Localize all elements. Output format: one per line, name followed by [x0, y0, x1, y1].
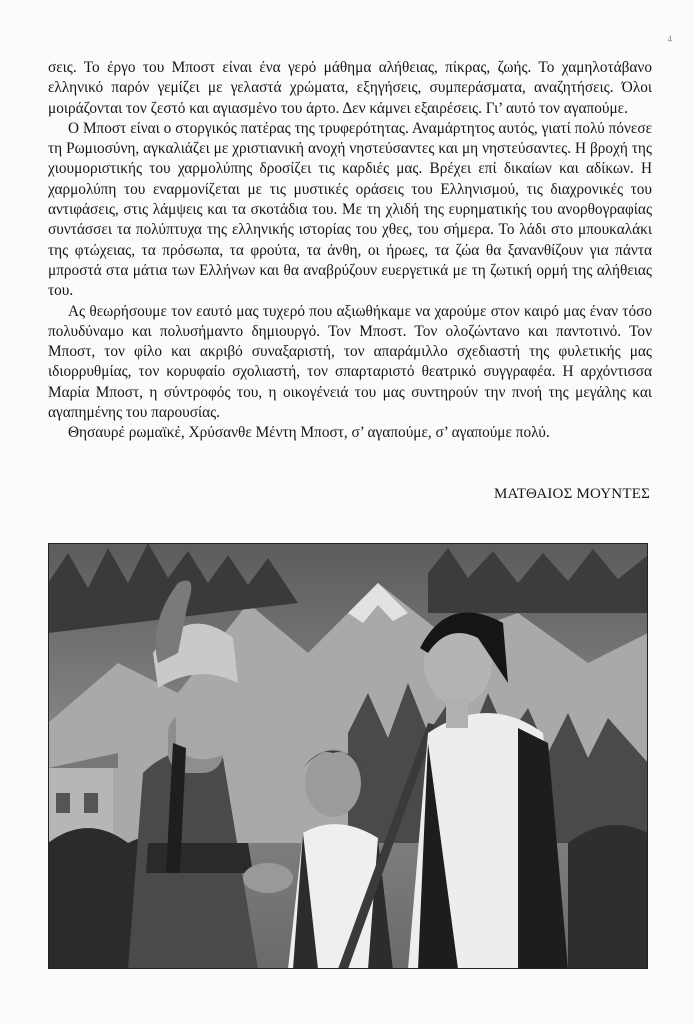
paragraph-3: Ας θεωρήσουμε τον εαυτό μας τυχερό που αξιωθήκαμε να χαρούμε στον καιρό μας έναν τόσο πολυδύναμο και πολυσήμαντο δημιουργό. Τον Μποστ. Τον ολοζώντανο και παντοτινό. Τον Μποστ, τον φίλο και ακριβό συναξαριστή, τον απαράμιλλο σχεδιαστή της φυλετικής μας ιδιορρυθμίας, τον κορυφαίο σχολιαστή, τον σπαρταριστό θεατρικό συγγραφέα. Η αρχόντισσα Μαρία Μποστ, η σύντροφός του, η οικογένειά του μας συντηρούν την πνοή της μεγάλης και αγαπημένης του παρουσίας. — [48, 302, 652, 422]
paragraph-2: Ο Μποστ είναι ο στοργικός πατέρας της τρυφερότητας. Αναμάρτητος αυτός, γιατί πολύ πόνεσε τη Ρωμιοσύνη, αγκαλιάζει με χριστιανική ανοχή νηστεύσαντες και μη νηστεύσαντες. Η βροχή της χιουμοριστικής του χαρμολύπης δροσίζει τις καρδιές μας. Βρέχει επί δικαίων και αδίκων. Η χαρμολύπη του εναρμονίζεται με τις μυστικές οράσεις του Ελληνισμού, τις διαχρονικές του αντιφάσεις, στις λάμψεις και τα σκοτάδια του. Με τη χλιδή της ευρηματικής του ανορθογραφίας συντάσσει τα πολύπτυχα της ελληνικής ιστορίας του χθες, του σήμερα. Το λάδι στο μπουκαλάκι της φτώχειας, τα πρόσωπα, τα φρούτα, τα άνθη, οι ήρωες, τα ζώα θα ξανανθίζουν για πάντα μπροστά στα μάτια των Ελλήνων και θα αναβρύζουν ευεργετικά με τη ζωτική ορμή της αλήθειας του. — [48, 119, 652, 300]
paragraph-4: Θησαυρέ ρωμαϊκέ, Χρύσανθε Μέντη Μποστ, σ’ αγαπούμε, σ’ αγαπούμε πολύ. — [68, 424, 550, 442]
paragraph-1: σεις. Το έργο του Μποστ είναι ένα γερό μάθημα αλήθειας, πίκρας, ζωής. Το χαμηλοτάβανο ελληνικό παρόν γεμίζει με γελαστά χρώματα, εξηγήσεις, συμπεράσματα, αναζητήσεις. Όλοι μοιράζονται τον ζεστό και αγιασμένο του άρτο. Δεν κάμνει εξαιρέσεις. Γι’ αυτό τον αγαπούμε. — [48, 59, 652, 117]
author-signature: ΜΑΤΘΑΙΟΣ ΜΟΥΝΤΕΣ — [493, 486, 650, 502]
page-mark: 4 — [667, 34, 672, 44]
article-text — [48, 58, 652, 444]
theatre-photo — [48, 543, 648, 969]
